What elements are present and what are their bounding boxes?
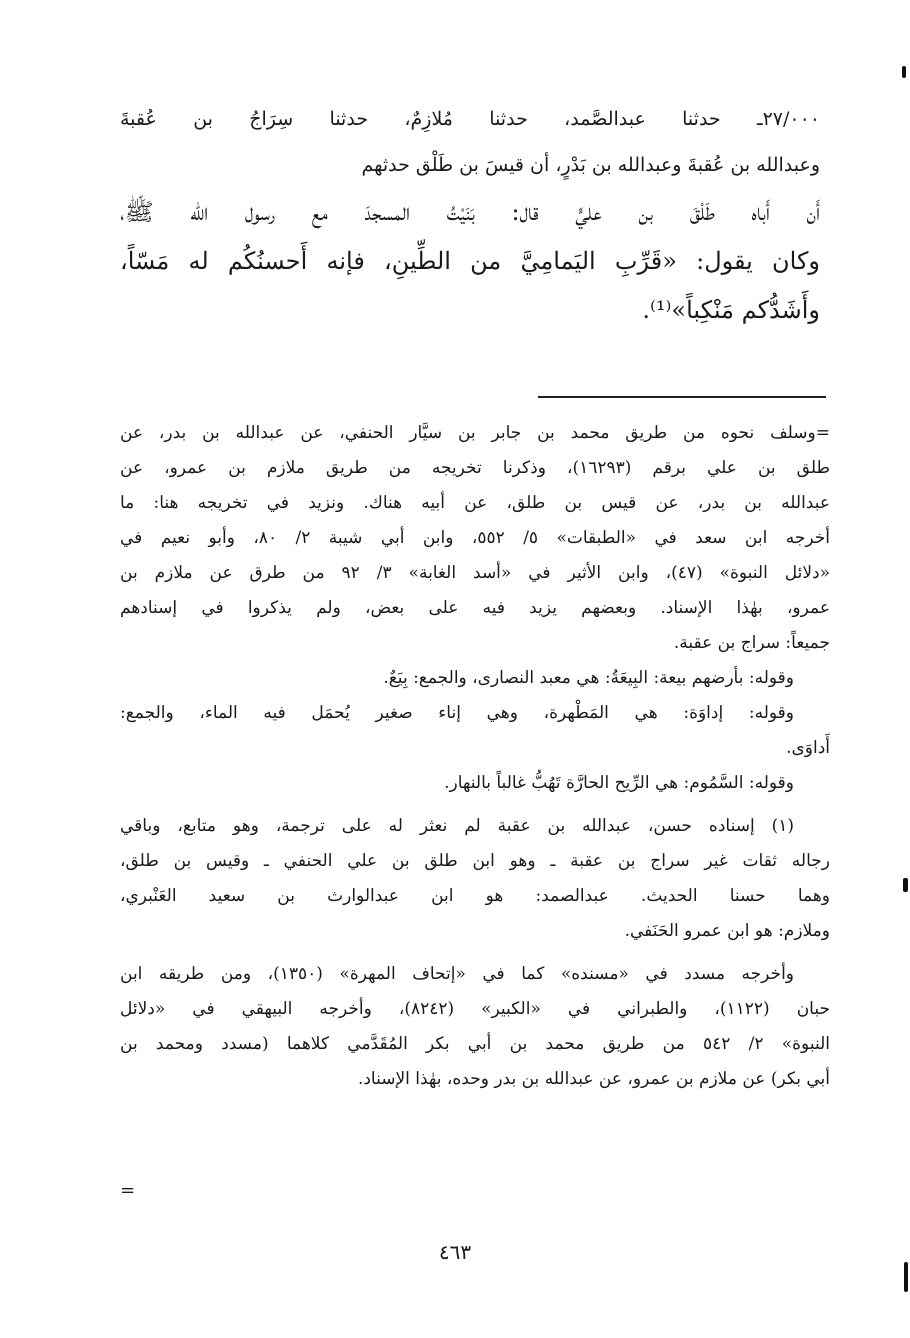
footnote-line: عبدالله بن بدر، عن قيس بن طلق، عن أبيه هناك. ونزيد في تخريجه هنا: ما <box>120 493 830 513</box>
chain-line: ٢٧/٠٠٠ـ حدثنا عبدالصَّمد، حدثنا مُلازِمٌ، حدثنا سِرَاجُ بن عُقبةَ <box>120 108 820 130</box>
footnote-line: عمرو، بهٰذا الإسناد. وبعضهم يزيد فيه على بعض، ولم يذكروا في إسنادهم <box>120 598 830 618</box>
edge-mark <box>902 66 906 78</box>
footnote-line: طلق بن علي برقم (١٦٢٩٣)، وذكرنا تخريجه من طريق ملازم بن عمرو، عن <box>120 458 830 478</box>
footnote-1-takhrij <box>120 957 830 1097</box>
matn-line: أَن أَباه طَلْقَ بن عليٍّ قال: بَنَيْتُ المسجدَ مع رسول الله ﷺ، <box>120 198 820 226</box>
edge-mark <box>903 878 908 892</box>
hadith-matn <box>120 188 820 335</box>
footnote-line: النبوة» ٢/ ٥٤٢ من طريق محمد بن أبي بكر المُقَدَّمي كلاهما (مسدد ومحمد بن <box>120 1034 830 1054</box>
footnote-line: جميعاً: سراج بن عقبة. <box>673 633 830 653</box>
footnote-line: وملازم: هو ابن عمرو الحَنَفي. <box>624 921 830 941</box>
footnote-line: (١) إسناده حسن، عبدالله بن عقبة لم نعثر له على ترجمة، وهو متابع، وباقي <box>120 816 794 836</box>
footnote-line: وقوله: بأرضهم بيعة: البِيعَةُ: هي معبد النصارى، والجمع: بِيَعٌ. <box>383 668 794 688</box>
matn-line: وكان يقول: «قَرِّبِ اليَمامِيَّ من الطِّينِ، فإنه أَحسنُكُم له مَسّاً، <box>120 247 820 275</box>
gloss-samum <box>120 766 830 801</box>
footnote-line: أخرجه ابن سعد في «الطبقات» ٥/ ٥٥٢، وابن أبي شيبة ٢/ ٨٠، وأبو نعيم في <box>120 528 830 548</box>
footnote-separator <box>538 396 826 398</box>
continuation-mark: = <box>120 1180 136 1201</box>
matn-line: وأَشَدُّكم مَنْكِباً»⁽¹⁾. <box>642 296 820 324</box>
footnote-line: وهما حسنا الحديث. عبدالصمد: هو ابن عبدالوارث بن سعيد العَنْبري، <box>120 886 830 906</box>
footnote-continued <box>120 416 830 661</box>
gloss-idawa <box>120 696 830 766</box>
gloss-bia <box>120 661 830 696</box>
footnote-line: أبي بكر) عن ملازم بن عمرو، عن عبدالله بن بدر وحده، بهٰذا الإسناد. <box>357 1069 830 1089</box>
footnote-1 <box>120 809 830 949</box>
footnote-line: أَداوَى. <box>786 738 830 758</box>
footnote-line: «دلائل النبوة» (٤٧)، وابن الأثير في «أسد الغابة» ٣/ ٩٢ من طرق عن ملازم بن <box>120 563 830 583</box>
edge-mark <box>904 1262 908 1292</box>
page-number: ٤٦٣ <box>438 1240 472 1264</box>
footnote-line: حبان (١١٢٢)، والطبراني في «الكبير» (٨٢٤٢)، وأخرجه البيهقي في «دلائل <box>120 999 830 1019</box>
footnote-line: وقوله: إداوَة: هي المَطْهرة، وهي إناء صغير يُحمَل فيه الماء، والجمع: <box>120 703 794 723</box>
chain-line: وعبدالله بن عُقبةَ وعبدالله بن بَدْرٍ، أن قيسَ بن طَلْق حدثهم <box>361 154 820 176</box>
footnote-line: وقوله: السَّمُوم: هي الرِّيح الحارَّة تَهُبُّ غالباً بالنهار. <box>444 773 794 793</box>
footnote-line: رجاله ثقات غير سراج بن عقبة ـ وهو ابن طلق بن علي الحنفي ـ وقيس بن طلق، <box>120 851 830 871</box>
footnote-line: وأخرجه مسدد في «مسنده» كما في «إتحاف المهرة» (١٣٥٠)، ومن طريقه ابن <box>120 964 794 984</box>
footnote-line: =وسلف نحوه من طريق محمد بن جابر بن سيَّار الحنفي، عن عبدالله بن بدر، عن <box>120 423 830 443</box>
footnotes <box>120 416 830 1097</box>
hadith-chain <box>120 96 820 188</box>
hadith-text <box>120 96 820 335</box>
